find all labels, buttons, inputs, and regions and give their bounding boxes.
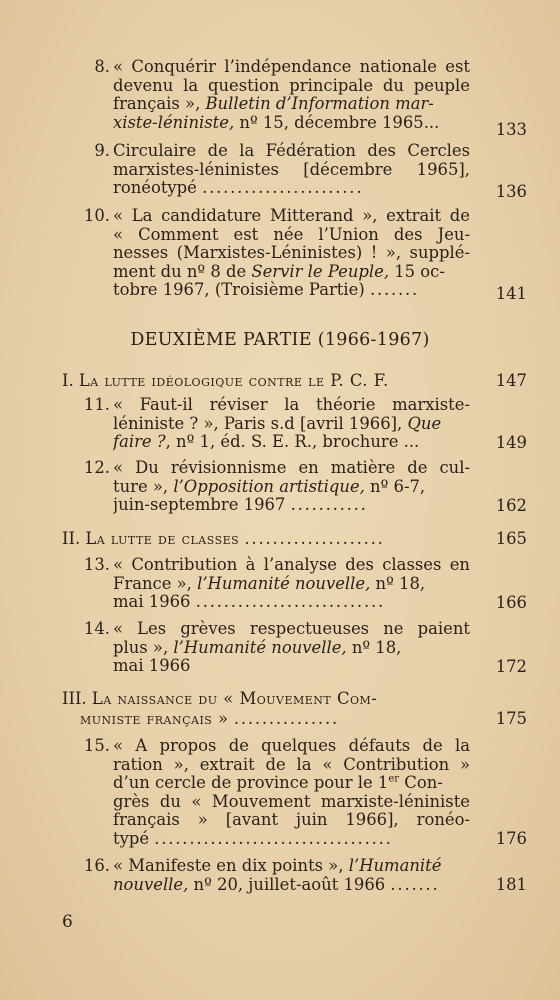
publication-title: l’Humanité nouvelle, <box>197 574 371 593</box>
entry-number: 12. <box>83 458 110 477</box>
leader-dots: ....... <box>390 875 440 894</box>
entry-text: mai 1966 <box>113 593 191 612</box>
publication-title: Que <box>407 414 442 433</box>
entry-line <box>113 876 470 895</box>
toc-entry-10 <box>83 206 470 300</box>
entry-number: 13. <box>83 555 110 574</box>
toc-entry-12 <box>83 458 470 515</box>
publication-title: l’Humanité nouvelle, <box>173 638 347 657</box>
toc-entry-9 <box>94 141 470 198</box>
entry-line <box>113 478 470 497</box>
entry-line <box>113 830 470 849</box>
section-title: muniste français » <box>80 709 229 728</box>
entry-text: plus », <box>113 638 174 657</box>
entry-number: 15. <box>83 736 110 755</box>
entry-line: « Les grèves respectueuses ne paient <box>113 620 470 638</box>
page-number: 141 <box>495 284 527 303</box>
entry-text: nº 20, juillet-août 1966 <box>188 875 386 894</box>
page-number: 149 <box>495 433 527 452</box>
entry-line <box>113 575 470 594</box>
publication-title: xiste-léniniste, <box>113 113 235 132</box>
section-heading-1 <box>62 372 482 391</box>
entry-text: typé <box>113 829 150 848</box>
entry-number: 10. <box>83 206 110 225</box>
entry-line <box>113 433 470 452</box>
publication-title: faire ? <box>113 433 166 452</box>
entry-line: « Conquérir l’indépendance nationale est <box>113 58 470 76</box>
entry-number: 11. <box>83 395 110 414</box>
entry-line: « La candidature Mitterand », extrait de <box>113 207 470 225</box>
page-number: 172 <box>495 657 527 676</box>
entry-line: « Faut-il réviser la théorie marxiste- <box>113 396 470 414</box>
entry-line: français » [avant juin 1966], ronéo- <box>113 811 470 830</box>
section-number: I. <box>62 371 74 390</box>
entry-text: France », <box>113 574 198 593</box>
entry-line <box>113 639 470 658</box>
entry-text: ment du nº 8 de <box>113 262 252 281</box>
entry-text: « Manifeste en dix points », <box>113 857 349 875</box>
toc-entry-11 <box>83 395 470 452</box>
entry-text: ronéotypé <box>113 179 197 198</box>
entry-text: nº 18, <box>346 638 402 657</box>
entry-line: grès du « Mouvement marxiste-léniniste <box>113 792 470 811</box>
entry-line <box>113 496 470 515</box>
entry-line <box>113 774 470 793</box>
entry-line <box>113 415 470 434</box>
publication-title: Servir le Peuple, <box>251 262 390 281</box>
entry-line <box>113 593 470 612</box>
entry-text: léniniste ? », Paris s.d [avril 1966], <box>113 414 408 433</box>
entry-text: nº 18, <box>370 574 426 593</box>
page-number: 176 <box>495 829 527 848</box>
entry-line <box>113 95 470 114</box>
toc-entry-14 <box>83 619 470 676</box>
entry-text: Con- <box>399 774 443 793</box>
page-folio: 6 <box>62 912 73 932</box>
entry-line: « Du révisionnisme en matière de cul- <box>113 459 470 477</box>
toc-entry-15 <box>83 736 470 849</box>
entry-number: 9. <box>94 141 110 160</box>
section-title: La lutte de classes <box>85 529 240 548</box>
entry-line: nesses (Marxistes-Léninistes) ! », supplé- <box>113 244 470 263</box>
entry-number: 14. <box>83 619 110 638</box>
page-number: 175 <box>495 709 527 728</box>
entry-line <box>113 281 470 300</box>
section-title: La lutte idéologique contre le P. C. F. <box>78 371 389 390</box>
entry-number: 16. <box>83 856 110 875</box>
leader-dots: ............... <box>233 709 339 728</box>
entry-line: Circulaire de la Fédération des Cercles <box>113 142 470 160</box>
entry-text: ture », <box>113 477 174 496</box>
page-number: 181 <box>495 875 527 894</box>
entry-line <box>113 263 470 282</box>
section-number: III. <box>62 689 87 708</box>
publication-title: l’Humanité <box>348 857 442 875</box>
entry-line: mai 1966 <box>113 657 191 676</box>
entry-text: 15 oc- <box>389 262 445 281</box>
leader-dots: ....... <box>369 281 420 300</box>
entry-line: marxistes-léninistes [décembre 1965], <box>113 160 470 179</box>
page-number: 133 <box>495 120 527 139</box>
entry-number: 8. <box>94 57 110 76</box>
entry-line <box>113 179 470 198</box>
page-number: 166 <box>495 593 527 612</box>
entry-line: « Comment est née l’Union des Jeu- <box>113 225 470 244</box>
leader-dots: ........................... <box>195 593 385 612</box>
entry-text: nº 6-7, <box>364 477 426 496</box>
toc-entry-8 <box>94 57 470 132</box>
publication-title: l’Opposition artistique, <box>173 477 365 496</box>
leader-dots: ........... <box>290 496 368 515</box>
page-number: 147 <box>495 371 527 390</box>
page-number: 162 <box>495 496 527 515</box>
entry-line: « Contribution à l’analyse des classes en <box>113 556 470 574</box>
entry-line <box>113 114 470 133</box>
section-title: La naissance du « Mouvement Com- <box>91 689 378 708</box>
part-heading: DEUXIÈME PARTIE (1966-1967) <box>130 330 430 350</box>
entry-text: , nº 1, éd. S. E. R., brochure ... <box>165 433 420 452</box>
entry-text: tobre 1967, (Troisième Partie) <box>113 281 365 300</box>
section-heading-3 <box>62 690 482 709</box>
entry-text: nº 15, décembre 1965... <box>234 113 440 132</box>
leader-dots: .................................. <box>154 829 393 848</box>
publication-title: Bulletin d’Information mar- <box>205 95 434 114</box>
page-number: 165 <box>495 529 527 548</box>
section-heading-3-cont <box>80 710 500 729</box>
entry-text: juin-septembre 1967 <box>113 496 286 515</box>
entry-line: devenu la question principale du peuple <box>113 76 470 95</box>
leader-dots: .................... <box>244 529 385 548</box>
superscript: er <box>388 774 400 785</box>
entry-text: français », <box>113 95 206 114</box>
page-number: 136 <box>495 182 527 201</box>
entry-line <box>113 857 470 876</box>
section-number: II. <box>62 529 81 548</box>
section-heading-2 <box>62 530 482 549</box>
entry-line: ration », extrait de la « Contribution » <box>113 755 470 774</box>
publication-title: nouvelle, <box>113 875 189 894</box>
toc-entry-16 <box>83 856 470 894</box>
toc-entry-13 <box>83 555 470 612</box>
entry-line: « A propos de quelques défauts de la <box>113 737 470 755</box>
entry-text: d’un cercle de province pour le 1 <box>113 774 389 793</box>
leader-dots: ....................... <box>202 179 364 198</box>
